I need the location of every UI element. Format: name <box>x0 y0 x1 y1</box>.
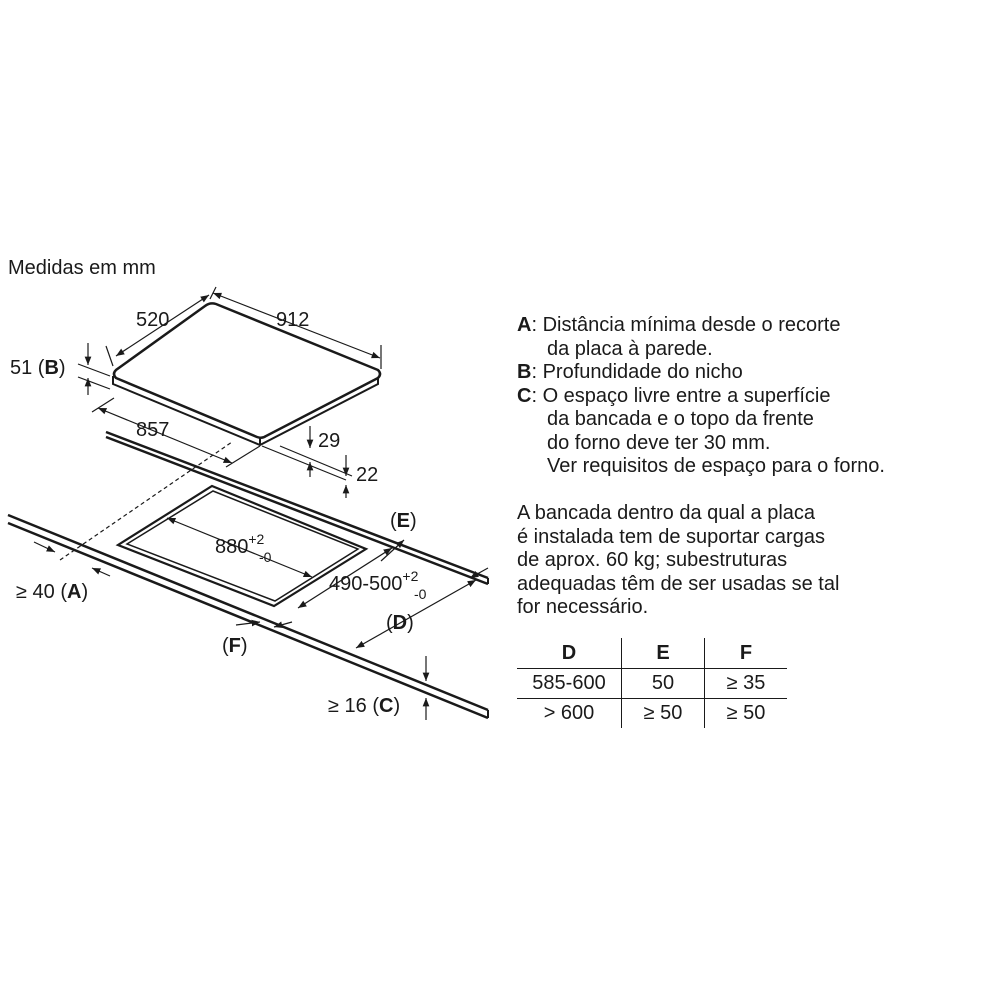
label-d: (D) <box>386 612 414 634</box>
table-cell: ≥ 35 <box>705 669 788 699</box>
legend-a-key: A <box>517 314 532 336</box>
worktop-back-edge <box>106 432 488 584</box>
note-line: for necessário. <box>517 596 649 618</box>
legend <box>517 314 885 479</box>
legend-c-text: : O espaço livre entre a superfície <box>531 384 831 407</box>
label-22: 22 <box>356 464 379 486</box>
table-cell: ≥ 50 <box>622 699 705 729</box>
label-f: (F) <box>222 635 248 657</box>
note-line: é instalada tem de suportar cargas <box>517 525 825 548</box>
legend-b <box>517 361 885 385</box>
label-b: 51 (B) <box>10 357 66 379</box>
label-c: ≥ 16 (C) <box>328 695 401 717</box>
dimension-table <box>517 638 787 728</box>
ext-line-b-top <box>78 364 110 376</box>
label-29: 29 <box>318 430 341 452</box>
legend-c-cont-3: Ver requisitos de espaço para o forno. <box>547 455 885 477</box>
table-header-row <box>517 638 787 669</box>
table-cell: > 600 <box>543 702 595 724</box>
wall-dashed-line <box>60 442 232 560</box>
legend-c-cont-1: da bancada e o topo da frente <box>547 408 814 430</box>
table-cell: 585-600 <box>517 669 622 699</box>
ext-line-857-right <box>226 446 260 467</box>
label-857: 857 <box>136 419 170 441</box>
units-label: Medidas em mm <box>8 257 156 279</box>
dim-line-a <box>34 542 55 552</box>
label-490-500: $490-500^{+2}$ -0 <box>329 568 427 602</box>
ext-line-b-bottom <box>78 377 110 389</box>
label-520: 520 <box>136 309 170 331</box>
legend-a <box>517 314 885 338</box>
table-header-d: D <box>517 638 622 669</box>
table-cell: ≥ 50 <box>705 699 788 729</box>
table-header-f: F <box>705 638 788 669</box>
label-e: (E) <box>390 510 417 532</box>
dim-line-a-right <box>92 568 110 576</box>
note-line: de aprox. 60 kg; subestruturas <box>517 549 788 571</box>
table-header-e: E <box>622 638 705 669</box>
ext-line-22 <box>280 446 352 476</box>
ext-line-912-left <box>210 287 216 299</box>
legend-b-key: B <box>517 361 532 383</box>
legend-c-cont-2: do forno deve ter 30 mm. <box>547 431 771 454</box>
hob-drawing <box>8 287 488 720</box>
label-912: 912 <box>276 309 310 331</box>
legend-a-cont: da placa à parede. <box>547 337 713 360</box>
load-note <box>517 502 839 620</box>
label-a: ≥ 40 (A) <box>16 581 89 603</box>
ext-line-520 <box>106 346 113 366</box>
legend-b-text: : Profundidade do nicho <box>531 361 743 383</box>
table-row <box>517 699 787 729</box>
note-line: A bancada dentro da qual a placa <box>517 502 816 524</box>
label-880: $880^{+2}$ -0 <box>215 531 272 565</box>
legend-c <box>517 385 885 409</box>
legend-c-key: C <box>517 384 532 407</box>
legend-a-text: : Distância mínima desde o recorte <box>531 314 841 336</box>
note-line: adequadas têm de ser usadas se tal <box>517 572 840 595</box>
table-row <box>517 669 787 699</box>
table-cell: 50 <box>622 669 705 699</box>
